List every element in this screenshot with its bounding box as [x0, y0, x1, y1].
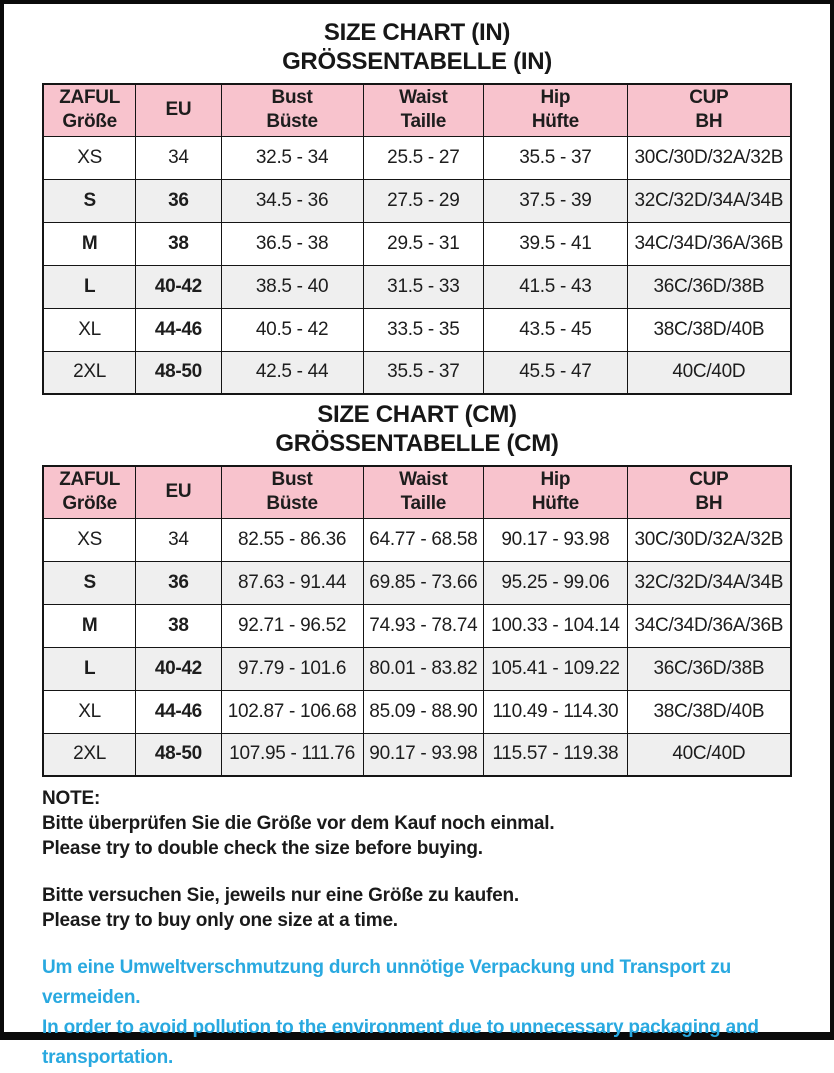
- eu-cell: 38: [136, 222, 221, 265]
- col-header-line: Hüfte: [531, 493, 579, 515]
- bust-cell: 97.79 - 101.6: [221, 647, 363, 690]
- bust-cell: 92.71 - 96.52: [221, 604, 363, 647]
- bust-cell: 82.55 - 86.36: [221, 518, 363, 561]
- size-chart-in-titles: [42, 18, 792, 76]
- size-cell: S: [43, 561, 136, 604]
- bust-cell: 40.5 - 42: [221, 308, 363, 351]
- size-chart-in-title-de: GRÖSSENTABELLE (IN): [282, 48, 552, 75]
- size-chart-cm-title-de: GRÖSSENTABELLE (CM): [275, 430, 559, 457]
- col-header-hip: [484, 84, 628, 136]
- col-header-line: Waist: [399, 469, 448, 491]
- hip-cell: 90.17 - 93.98: [484, 518, 628, 561]
- col-header-bust: [221, 466, 363, 518]
- eu-cell: 34: [136, 518, 221, 561]
- col-header-waist: [363, 466, 483, 518]
- size-cell: XS: [43, 136, 136, 179]
- col-header-line: ZAFUL: [59, 469, 120, 491]
- table-row: [43, 561, 791, 604]
- hip-cell: 95.25 - 99.06: [484, 561, 628, 604]
- cup-cell: 34C/34D/36A/36B: [627, 604, 791, 647]
- waist-cell: 29.5 - 31: [363, 222, 483, 265]
- size-chart-in-title-en: SIZE CHART (IN): [323, 19, 511, 46]
- table-row: [43, 604, 791, 647]
- size-cell: M: [43, 222, 136, 265]
- note-label: NOTE:: [42, 788, 101, 809]
- col-header-line: Hüfte: [531, 111, 579, 133]
- cup-cell: 34C/34D/36A/36B: [627, 222, 791, 265]
- waist-cell: 33.5 - 35: [363, 308, 483, 351]
- note-check-size-de: Bitte überprüfen Sie die Größe vor dem Kauf noch einmal.: [42, 813, 555, 834]
- table-row: [43, 136, 791, 179]
- col-header-line: Büste: [266, 493, 318, 515]
- size-table-cm: [42, 465, 792, 777]
- cup-cell: 36C/36D/38B: [627, 265, 791, 308]
- hip-cell: 45.5 - 47: [484, 351, 628, 394]
- table-row: [43, 733, 791, 776]
- hip-cell: 43.5 - 45: [484, 308, 628, 351]
- note-one-size-en: Please try to buy only one size at a time.: [42, 910, 398, 931]
- eu-cell: 48-50: [136, 351, 221, 394]
- col-header-zaful-groesse: [43, 466, 136, 518]
- col-header-hip: [484, 466, 628, 518]
- eu-cell: 40-42: [136, 265, 221, 308]
- col-header-line: CUP: [689, 469, 729, 491]
- table-row: [43, 179, 791, 222]
- size-cell: XL: [43, 690, 136, 733]
- table-row: [43, 265, 791, 308]
- col-header-line: CUP: [689, 87, 729, 109]
- bust-cell: 34.5 - 36: [221, 179, 363, 222]
- col-header-eu: [136, 466, 221, 518]
- col-header-line: BH: [695, 493, 723, 515]
- col-header-line: Größe: [62, 111, 117, 133]
- size-cell: S: [43, 179, 136, 222]
- size-table-in: [42, 83, 792, 395]
- size-chart-cm-section: [42, 400, 792, 777]
- cup-cell: 38C/38D/40B: [627, 308, 791, 351]
- col-header-line: Waist: [399, 87, 448, 109]
- table-row: [43, 308, 791, 351]
- size-chart-cm-title-en: SIZE CHART (CM): [317, 401, 517, 428]
- size-chart-document: [4, 4, 830, 1073]
- header-row: [43, 84, 791, 136]
- size-cell: M: [43, 604, 136, 647]
- waist-cell: 64.77 - 68.58: [363, 518, 483, 561]
- col-header-cup: [627, 84, 791, 136]
- cup-cell: 30C/30D/32A/32B: [627, 518, 791, 561]
- table-row: [43, 690, 791, 733]
- waist-cell: 85.09 - 88.90: [363, 690, 483, 733]
- size-cell: 2XL: [43, 733, 136, 776]
- cup-cell: 30C/30D/32A/32B: [627, 136, 791, 179]
- eu-cell: 36: [136, 179, 221, 222]
- col-header-line: ZAFUL: [59, 87, 120, 109]
- waist-cell: 25.5 - 27: [363, 136, 483, 179]
- eco-note-en: In order to avoid pollution to the environment due to unnecessary packaging and transportation.: [42, 1017, 759, 1068]
- spacer: [42, 933, 792, 953]
- cup-cell: 32C/32D/34A/34B: [627, 179, 791, 222]
- cup-cell: 40C/40D: [627, 733, 791, 776]
- header-row: [43, 466, 791, 518]
- spacer: [42, 861, 792, 883]
- table-row: [43, 647, 791, 690]
- col-header-line: Büste: [266, 111, 318, 133]
- waist-cell: 35.5 - 37: [363, 351, 483, 394]
- col-header-line: Hip: [540, 87, 571, 109]
- col-header-line: Taille: [400, 493, 447, 515]
- table-row: [43, 351, 791, 394]
- col-header-line: EU: [165, 481, 192, 503]
- col-header-line: BH: [695, 111, 723, 133]
- hip-cell: 105.41 - 109.22: [484, 647, 628, 690]
- bust-cell: 87.63 - 91.44: [221, 561, 363, 604]
- col-header-zaful-groesse: [43, 84, 136, 136]
- waist-cell: 27.5 - 29: [363, 179, 483, 222]
- eu-cell: 38: [136, 604, 221, 647]
- note-check-size-en: Please try to double check the size before buying.: [42, 838, 483, 859]
- size-chart-in-section: [42, 18, 792, 395]
- col-header-line: EU: [165, 99, 192, 121]
- hip-cell: 115.57 - 119.38: [484, 733, 628, 776]
- size-cell: L: [43, 265, 136, 308]
- hip-cell: 39.5 - 41: [484, 222, 628, 265]
- hip-cell: 37.5 - 39: [484, 179, 628, 222]
- notes-section: [42, 786, 792, 1073]
- size-cell: XL: [43, 308, 136, 351]
- col-header-waist: [363, 84, 483, 136]
- eu-cell: 44-46: [136, 308, 221, 351]
- eu-cell: 34: [136, 136, 221, 179]
- waist-cell: 90.17 - 93.98: [363, 733, 483, 776]
- bust-cell: 38.5 - 40: [221, 265, 363, 308]
- hip-cell: 100.33 - 104.14: [484, 604, 628, 647]
- col-header-line: Bust: [271, 469, 313, 491]
- bust-cell: 32.5 - 34: [221, 136, 363, 179]
- bust-cell: 107.95 - 111.76: [221, 733, 363, 776]
- bust-cell: 42.5 - 44: [221, 351, 363, 394]
- waist-cell: 31.5 - 33: [363, 265, 483, 308]
- eu-cell: 36: [136, 561, 221, 604]
- eco-note: [42, 953, 792, 1073]
- size-cell: 2XL: [43, 351, 136, 394]
- waist-cell: 74.93 - 78.74: [363, 604, 483, 647]
- eco-note-de: Um eine Umweltverschmutzung durch unnötige Verpackung und Transport zu vermeiden.: [42, 957, 732, 1008]
- col-header-bust: [221, 84, 363, 136]
- cup-cell: 38C/38D/40B: [627, 690, 791, 733]
- cup-cell: 36C/36D/38B: [627, 647, 791, 690]
- size-cell: L: [43, 647, 136, 690]
- col-header-eu: [136, 84, 221, 136]
- bust-cell: 36.5 - 38: [221, 222, 363, 265]
- col-header-line: Hip: [540, 469, 571, 491]
- eu-cell: 44-46: [136, 690, 221, 733]
- size-chart-cm-titles: [42, 400, 792, 458]
- table-row: [43, 222, 791, 265]
- hip-cell: 41.5 - 43: [484, 265, 628, 308]
- col-header-cup: [627, 466, 791, 518]
- col-header-line: Bust: [271, 87, 313, 109]
- size-cell: XS: [43, 518, 136, 561]
- cup-cell: 40C/40D: [627, 351, 791, 394]
- cup-cell: 32C/32D/34A/34B: [627, 561, 791, 604]
- col-header-line: Taille: [400, 111, 447, 133]
- table-row: [43, 518, 791, 561]
- waist-cell: 80.01 - 83.82: [363, 647, 483, 690]
- col-header-line: Größe: [62, 493, 117, 515]
- eu-cell: 48-50: [136, 733, 221, 776]
- bust-cell: 102.87 - 106.68: [221, 690, 363, 733]
- hip-cell: 35.5 - 37: [484, 136, 628, 179]
- waist-cell: 69.85 - 73.66: [363, 561, 483, 604]
- note-one-size-de: Bitte versuchen Sie, jeweils nur eine Größe zu kaufen.: [42, 885, 520, 906]
- hip-cell: 110.49 - 114.30: [484, 690, 628, 733]
- eu-cell: 40-42: [136, 647, 221, 690]
